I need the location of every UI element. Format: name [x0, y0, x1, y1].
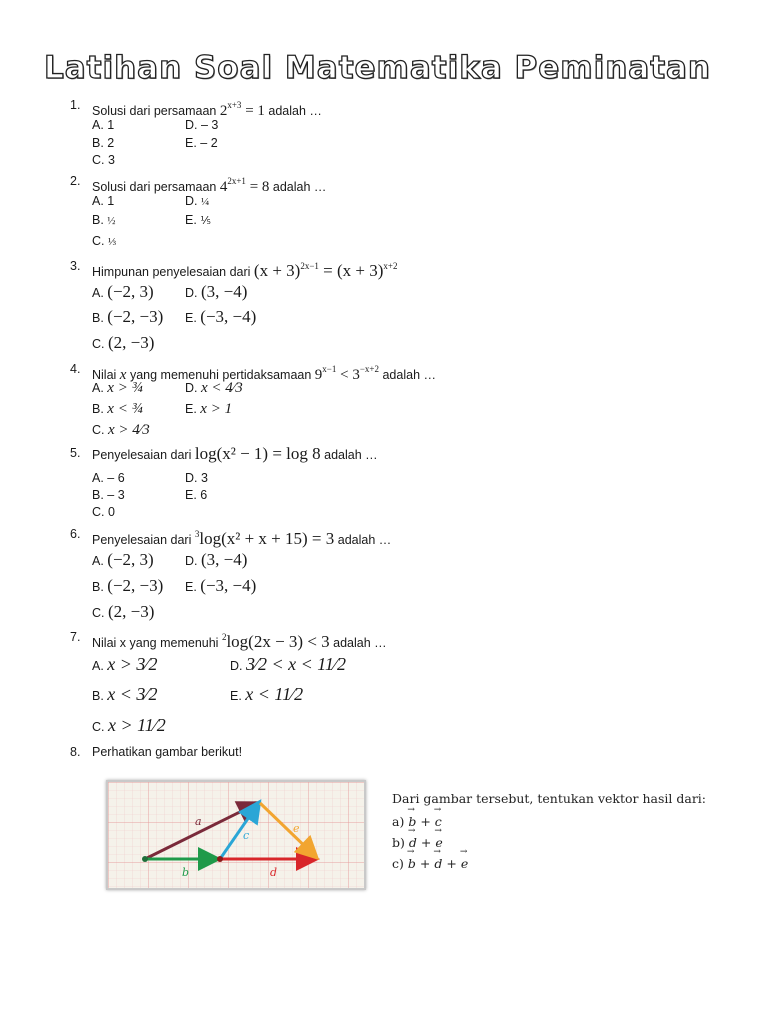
side-instruction: Dari gambar tersebut, tentukan vektor hasil dari:: [392, 791, 707, 806]
option-d[interactable]: D. ¼: [185, 194, 210, 208]
equation: $2^{x+3} = 1$: [219, 100, 265, 119]
equation: $(x + 3)^{2x-1} = (x + 3)^{x+2}$: [253, 261, 398, 280]
question-number: 6.: [70, 527, 81, 541]
vector-figure: [106, 780, 366, 890]
option-c[interactable]: C. 0: [92, 505, 115, 519]
question-number: 7.: [70, 630, 81, 644]
option-c[interactable]: C. (2, −3): [92, 602, 155, 621]
option-b[interactable]: B. x < 3⁄2: [92, 684, 158, 704]
label-d: d: [270, 866, 278, 879]
side-item-b: b) → d + → e: [392, 835, 443, 850]
inequality: $9^{x-1} < 3^{-x+2}$: [314, 364, 379, 383]
variable: x: [119, 367, 127, 383]
option-d[interactable]: D. 3: [185, 471, 208, 485]
option-a[interactable]: A. x > ¾: [92, 380, 143, 396]
question-7: [70, 630, 387, 651]
option-d[interactable]: D. (3, −4): [185, 550, 248, 569]
option-c[interactable]: C. ⅓: [92, 234, 117, 248]
option-b[interactable]: B. x < ¾: [92, 401, 143, 417]
option-d[interactable]: D. (3, −4): [185, 282, 248, 301]
option-e[interactable]: E. ⅕: [185, 213, 211, 227]
question-text: Solusi dari persamaan: [92, 104, 217, 118]
question-text: Himpunan penyelesaian dari: [92, 265, 251, 279]
question-text: Perhatikan gambar berikut!: [92, 745, 243, 759]
question-suffix: adalah …: [382, 368, 436, 382]
question-text: Solusi dari persamaan: [92, 180, 217, 194]
option-c[interactable]: C. x > 4⁄3: [92, 422, 150, 438]
question-1: [70, 98, 322, 119]
option-e[interactable]: E. (−3, −4): [185, 576, 257, 595]
question-number: 5.: [70, 446, 81, 460]
label-c: c: [243, 829, 250, 842]
question-number: 2.: [70, 174, 81, 188]
question-3: [70, 259, 398, 280]
inequality: $^2$log(2x − 3) < 3: [221, 632, 330, 651]
option-c[interactable]: C. x > 11⁄2: [92, 715, 166, 735]
vector-diagram: [108, 782, 364, 888]
label-b: b: [182, 866, 190, 879]
option-d[interactable]: D. x < 4⁄3: [185, 380, 243, 396]
question-5: [70, 444, 378, 463]
question-suffix: adalah …: [268, 104, 322, 118]
question-suffix: adalah …: [272, 180, 327, 194]
option-d[interactable]: D. 3⁄2 < x < 11⁄2: [230, 654, 346, 674]
option-a[interactable]: A. 1: [92, 194, 115, 208]
option-b[interactable]: B. (−2, −3): [92, 576, 164, 595]
option-e[interactable]: E. x > 1: [185, 401, 233, 417]
question-text: Penyelesaian dari: [92, 448, 192, 462]
question-number: 4.: [70, 362, 81, 376]
question-suffix: adalah …: [337, 533, 392, 547]
option-b[interactable]: B. – 3: [92, 488, 125, 502]
side-item-c: c) → b + → d + → e: [392, 856, 468, 871]
question-text: Nilai: [92, 368, 117, 382]
page-title: Latihan Soal Matematika Peminatan: [44, 50, 712, 86]
question-2: [70, 174, 327, 195]
option-b[interactable]: B. 2: [92, 136, 115, 150]
question-text: Nilai x yang memenuhi: [92, 636, 219, 650]
option-a[interactable]: A. (−2, 3): [92, 550, 154, 569]
label-e: e: [293, 822, 300, 835]
question-suffix: adalah …: [324, 448, 378, 462]
option-d[interactable]: D. – 3: [185, 118, 219, 132]
question-4: 4. Nilai x yang memenuhi pertidaksamaan $9^{x-1} < 3^{-x+2}$ adalah …: [70, 362, 436, 383]
side-item-a: a) → b + → c: [392, 814, 442, 829]
question-number: 8.: [70, 745, 81, 759]
question-number: 1.: [70, 98, 81, 112]
question-8: [70, 745, 243, 760]
question-number: 3.: [70, 259, 81, 273]
option-e[interactable]: E. (−3, −4): [185, 307, 257, 326]
option-e[interactable]: E. – 2: [185, 136, 218, 150]
question-suffix: adalah …: [333, 636, 387, 650]
equation: log(x² − 1) = log 8: [194, 444, 321, 463]
question-text: Penyelesaian dari: [92, 533, 192, 547]
label-a: a: [195, 815, 202, 828]
option-b[interactable]: B. ½: [92, 213, 116, 227]
point-start: [142, 856, 148, 862]
equation: $4^{2x+1} = 8$: [219, 176, 270, 195]
option-e[interactable]: E. x < 11⁄2: [230, 684, 304, 704]
option-a[interactable]: A. x > 3⁄2: [92, 654, 158, 674]
option-b[interactable]: B. (−2, −3): [92, 307, 164, 326]
option-a[interactable]: A. (−2, 3): [92, 282, 154, 301]
option-c[interactable]: C. (2, −3): [92, 333, 155, 352]
option-a[interactable]: A. – 6: [92, 471, 125, 485]
point-mid: [217, 856, 223, 862]
option-a[interactable]: A. 1: [92, 118, 115, 132]
equation: $^3$log(x² + x + 15) = 3: [194, 529, 335, 548]
option-c[interactable]: C. 3: [92, 153, 115, 167]
option-e[interactable]: E. 6: [185, 488, 208, 502]
question-6: [70, 527, 392, 548]
